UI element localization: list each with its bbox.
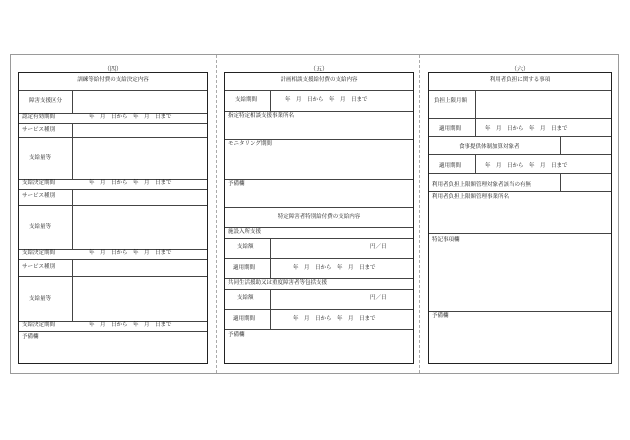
notes-label: 予備欄 — [432, 313, 449, 319]
field-label: 適用期間 — [439, 126, 462, 132]
date-range: 年 月 日から 年 月 日まで — [89, 114, 172, 120]
date-range: 年 月 日から 年 月 日まで — [89, 250, 172, 256]
date-range: 年 月 日から 年 月 日まで — [89, 180, 172, 186]
field-label: 支給額 — [237, 295, 254, 301]
date-range: 年 月 日から 年 月 日まで — [293, 316, 376, 322]
field-label: 支給額 — [237, 244, 254, 250]
field-label: 適用期間 — [233, 265, 256, 271]
field-label: 施設入所支援 — [228, 229, 262, 235]
field-label: 認定有効期間 — [22, 114, 56, 120]
panel-training-benefits — [18, 72, 208, 364]
notes-label: 予備欄 — [228, 181, 245, 187]
field-label: 適用期間 — [439, 163, 462, 169]
fold-line — [419, 55, 420, 373]
panel-plan-consultation — [224, 72, 414, 364]
panel-title: 訓練等給付費の支給決定内容 — [77, 77, 149, 83]
panel-number: （六） — [510, 66, 529, 73]
field-label: 共同生活援助又は重度障害者等包括支援 — [228, 280, 328, 286]
panel-user-burden — [428, 72, 612, 364]
field-label: 支給決定期間 — [22, 322, 56, 328]
field-label: 負担上限月額 — [434, 98, 468, 104]
field-label: 支給決定期間 — [22, 180, 56, 186]
date-range: 年 月 日から 年 月 日まで — [89, 322, 172, 328]
panel-title: 利用者負担に関する事項 — [489, 77, 551, 83]
date-range: 年 月 日から 年 月 日まで — [293, 265, 376, 271]
panel-number: （五） — [309, 66, 328, 73]
fold-line — [216, 55, 217, 373]
field-label: モニタリング期間 — [228, 141, 272, 147]
date-range: 年 月 日から 年 月 日まで — [485, 163, 568, 169]
field-label: 利用者負担上限額管理対象者該当の有無 — [432, 182, 532, 188]
date-range: 年 月 日から 年 月 日まで — [485, 126, 568, 132]
field-label: 支給量等 — [29, 155, 52, 161]
field-label: 支給期間 — [235, 97, 258, 103]
panel-title: 計画相談支援給付費の支給内容 — [280, 77, 358, 83]
field-label: 支給量等 — [29, 296, 52, 302]
unit-yen-per-day: 円／日 — [370, 244, 387, 250]
field-label: 支給量等 — [29, 224, 52, 230]
date-range: 年 月 日から 年 月 日まで — [285, 97, 368, 103]
field-label: サービス種別 — [22, 264, 56, 270]
field-label: 支給決定期間 — [22, 250, 56, 256]
section-title: 特定障害者特別給付費の支給内容 — [277, 214, 361, 220]
field-label: 特記事項欄 — [432, 237, 460, 243]
field-label: サービス種別 — [22, 193, 56, 199]
field-label: 適用期間 — [233, 316, 256, 322]
field-label: サービス種別 — [22, 127, 56, 133]
notes-label: 予備欄 — [22, 334, 39, 340]
unit-yen-per-day: 円／日 — [370, 295, 387, 301]
field-label: 指定特定相談支援事業所名 — [228, 113, 295, 119]
panel-number: （四） — [103, 66, 122, 73]
field-label: 利用者負担上限額管理事業所名 — [432, 194, 510, 200]
field-label: 食事提供体制加算対象者 — [459, 144, 520, 150]
notes-label: 予備欄 — [228, 332, 245, 338]
field-label: 障害支援区分 — [29, 98, 63, 104]
